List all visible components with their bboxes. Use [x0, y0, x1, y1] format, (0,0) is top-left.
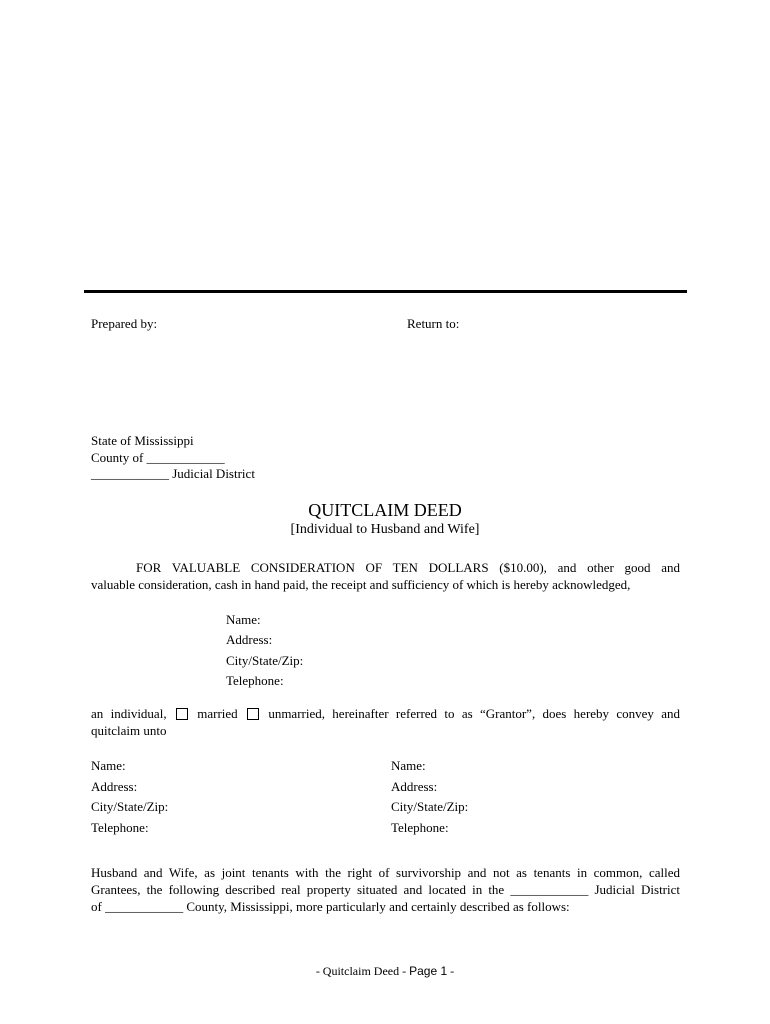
grantee2-city-label: City/State/Zip:	[391, 799, 469, 814]
grantee2-name-label: Name:	[391, 758, 426, 773]
grantor-telephone-label: Telephone:	[226, 673, 284, 688]
grantor-city-label: City/State/Zip:	[226, 653, 304, 668]
grantor-clause-line-2: quitclaim unto	[91, 723, 167, 738]
judicial-district-line: ____________ Judicial District	[91, 466, 255, 481]
grantees-paragraph	[91, 864, 680, 915]
grantee2-address-label: Address:	[391, 779, 438, 794]
grantees-line-3: of ____________ County, Mississippi, more particularly and certainly described as follows:	[91, 899, 570, 914]
grantor-name-label: Name:	[226, 612, 261, 627]
unmarried-text: unmarried, hereinafter referred to as “Grantor”, does hereby convey and	[268, 706, 681, 721]
consideration-paragraph	[91, 559, 680, 593]
grantee1-name-label: Name:	[91, 758, 126, 773]
footer-trailing-dash: -	[450, 964, 455, 978]
page-footer	[0, 964, 770, 979]
unmarried-checkbox[interactable]	[247, 708, 259, 720]
deed-title: QUITCLAIM DEED	[308, 500, 462, 520]
prepared-by-label: Prepared by:	[91, 316, 158, 331]
return-to-label: Return to:	[407, 316, 460, 331]
footer-doc-name: - Quitclaim Deed -	[315, 964, 407, 978]
grantor-clause-line-1	[91, 705, 680, 722]
individual-text: an individual,	[91, 706, 167, 721]
county-line: County of ____________	[91, 450, 225, 465]
grantees-line-1: Husband and Wife, as joint tenants with the right of survivorship and not as tenants in common, called	[91, 865, 680, 880]
grantees-line-2: Grantees, the following described real property situated and located in the ____________ Judicial District	[91, 882, 680, 897]
grantor-clause	[91, 705, 680, 739]
grantee1-city-label: City/State/Zip:	[91, 799, 169, 814]
footer-page-number: Page 1	[409, 964, 448, 978]
deed-subtitle: [Individual to Husband and Wife]	[290, 522, 480, 537]
consideration-line-1: FOR VALUABLE CONSIDERATION OF TEN DOLLARS ($10.00), and other good and	[136, 560, 680, 575]
grantor-address-label: Address:	[226, 632, 273, 647]
top-divider-rule	[84, 290, 687, 293]
consideration-line-2: valuable consideration, cash in hand paid, the receipt and sufficiency of which is hereby acknowledged,	[91, 577, 631, 592]
married-checkbox[interactable]	[176, 708, 188, 720]
grantee1-address-label: Address:	[91, 779, 138, 794]
grantee2-telephone-label: Telephone:	[391, 820, 449, 835]
married-text: married	[197, 706, 238, 721]
state-line: State of Mississippi	[91, 433, 194, 448]
grantee1-telephone-label: Telephone:	[91, 820, 149, 835]
